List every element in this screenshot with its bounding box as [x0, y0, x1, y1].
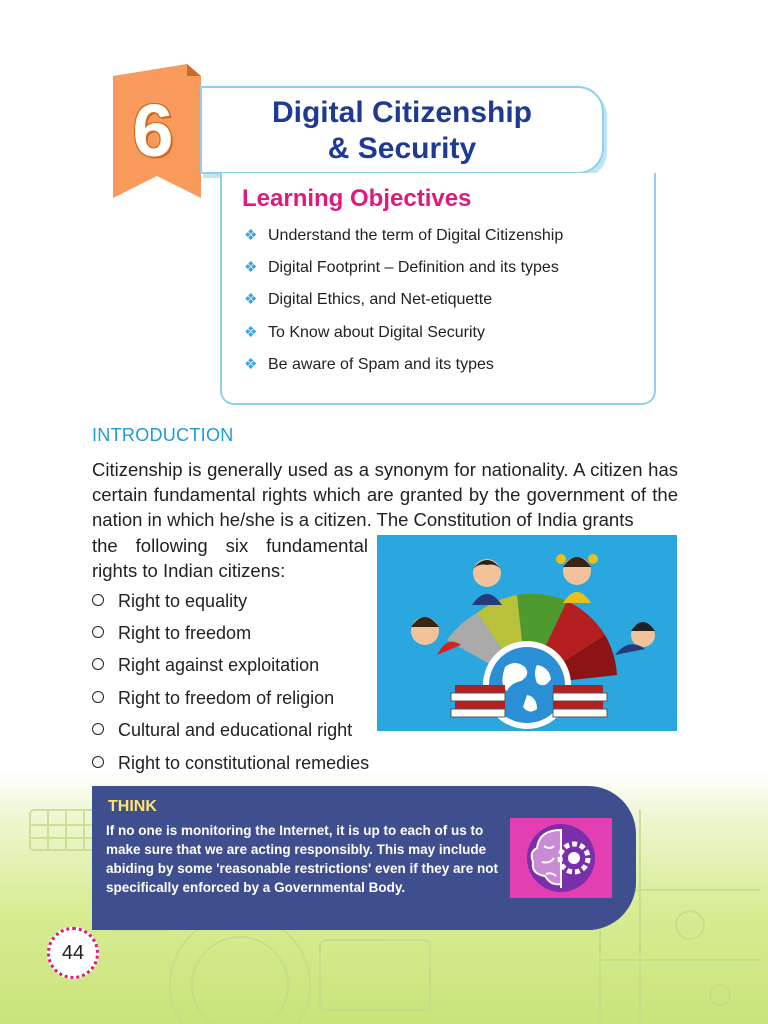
chapter-title-line2: & Security	[327, 132, 477, 165]
rights-list-item: Right against exploitation	[92, 655, 319, 676]
chapter-ribbon	[113, 64, 201, 198]
rights-list-item: Right to freedom of religion	[92, 688, 334, 709]
objective-item: ❖ To Know about Digital Security	[244, 324, 485, 341]
rights-list-item: Cultural and educational right	[92, 720, 352, 741]
circle-bullet-icon	[92, 723, 104, 735]
introduction-paragraph: Citizenship is generally used as a synonym for nationality. A citizen has certain fundamental rights which are granted by the government of the nation in which he/she is a citizen. The Constitution of India grants	[92, 459, 678, 530]
circle-bullet-icon	[92, 658, 104, 670]
rights-list-item: Right to equality	[92, 591, 247, 612]
think-box	[92, 786, 636, 930]
brain-gear-icon	[510, 818, 612, 898]
diamond-bullet-icon: ❖	[244, 356, 258, 373]
learning-objectives-box	[220, 173, 656, 405]
circle-bullet-icon	[92, 756, 104, 768]
diamond-bullet-icon: ❖	[244, 291, 258, 308]
circle-bullet-icon	[92, 691, 104, 703]
introduction-paragraph-line5: rights to Indian citizens:	[92, 560, 286, 581]
rights-list-item: Right to freedom	[92, 623, 251, 644]
diamond-bullet-icon: ❖	[244, 227, 258, 244]
objective-item: ❖ Understand the term of Digital Citizenship	[244, 227, 564, 244]
objective-item: ❖ Digital Footprint – Definition and its types	[244, 259, 559, 276]
chapter-number: 6	[132, 89, 174, 172]
introduction-heading: INTRODUCTION	[92, 425, 234, 445]
circle-bullet-icon	[92, 626, 104, 638]
rights-list-item: Right to constitutional remedies	[92, 753, 369, 774]
diamond-bullet-icon: ❖	[244, 259, 258, 276]
diamond-bullet-icon: ❖	[244, 324, 258, 341]
objective-item: ❖ Be aware of Spam and its types	[244, 356, 494, 373]
introduction-paragraph-line4: the following six fundamental	[92, 535, 368, 556]
objectives-heading: Learning Objectives	[242, 185, 472, 212]
chapter-title-line1: Digital Citizenship	[271, 96, 532, 129]
objective-item: ❖ Digital Ethics, and Net-etiquette	[244, 291, 493, 308]
citizens-illustration	[377, 535, 677, 731]
chapter-title-box	[200, 86, 604, 174]
think-text: If no one is monitoring the Internet, it is up to each of us to make sure that we are acting responsibly. This may include abiding by some 'reasonable restrictions' even if they are not specifically enforced by a Governmental Body.	[106, 823, 499, 895]
think-title: THINK	[108, 798, 157, 815]
page-number: 44	[47, 927, 99, 979]
circle-bullet-icon	[92, 594, 104, 606]
